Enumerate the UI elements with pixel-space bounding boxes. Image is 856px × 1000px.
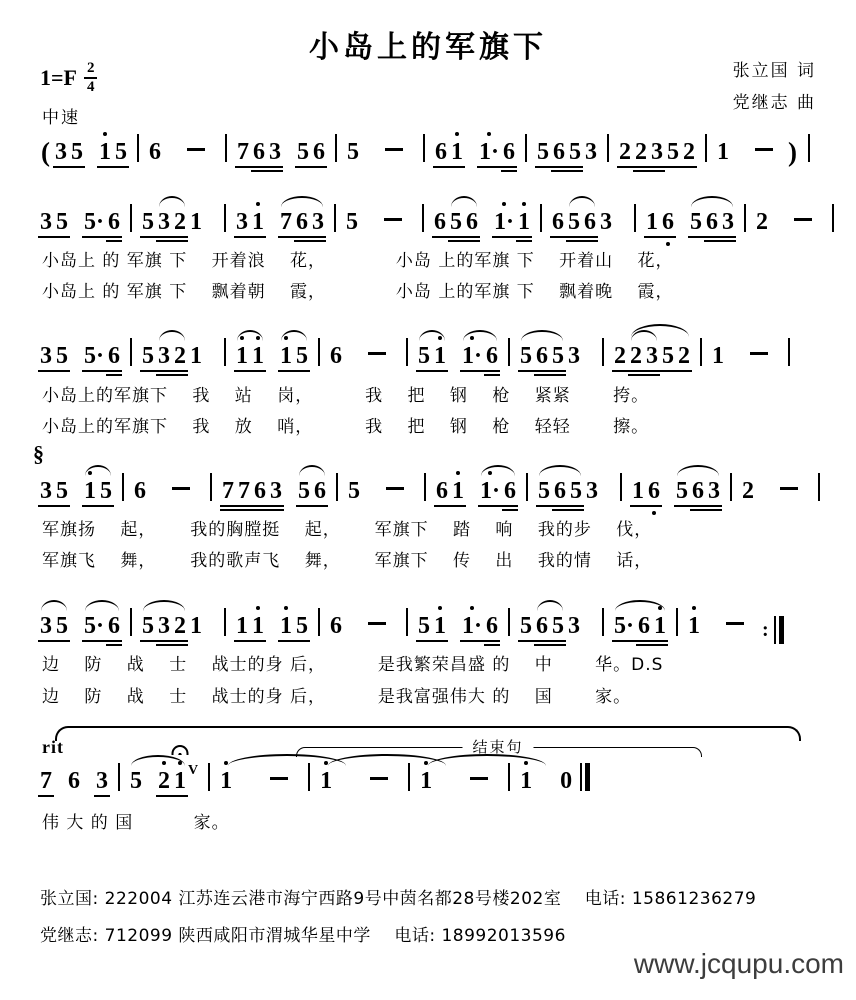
note: 7 (222, 478, 234, 504)
note: 5 (297, 139, 309, 165)
note: 1 (280, 343, 293, 369)
time-signature-numerator: 2 (84, 60, 98, 79)
note: 5· (614, 613, 635, 639)
barline (424, 473, 426, 501)
note: 1 (654, 613, 667, 639)
duration-dash (780, 487, 798, 490)
music-token (580, 763, 582, 791)
barline (137, 134, 139, 162)
note: 2 (756, 209, 769, 235)
note: 5 (142, 613, 155, 639)
note: 1· (480, 478, 501, 504)
note: 6 (536, 343, 549, 369)
slur-arc (478, 477, 518, 505)
note: 3 (270, 478, 282, 504)
note: 1 (518, 209, 531, 235)
note: 1 (418, 767, 434, 795)
slur-arc (688, 208, 736, 236)
note: 5 (56, 478, 68, 504)
barline (130, 204, 132, 232)
note: 5· (84, 613, 105, 639)
note: 5 (569, 139, 582, 165)
lyrics-line-4-verse-2: 军旗飞 舞， 我的歌声飞 舞， 军旗下 传 出 我的情 话， (42, 551, 653, 571)
barline (224, 204, 226, 232)
note: 6 (253, 139, 265, 165)
note: 6 (314, 478, 326, 504)
slur-arc (416, 342, 448, 370)
barline (808, 134, 810, 162)
barline (607, 134, 609, 162)
note: 6 (692, 478, 705, 504)
duration-dash (794, 218, 812, 221)
lyrics-line-5-verse-2: 边 防 战 士 战士的身 后， 是我富强伟大 的 国 家。 (42, 687, 632, 707)
note: 1 (190, 613, 203, 639)
note: 3 (40, 478, 52, 504)
note: 6 (330, 343, 343, 369)
note: 1 (434, 613, 447, 639)
barline (225, 134, 227, 162)
note: 1 (84, 478, 96, 504)
note: 1 (318, 767, 334, 795)
barline (744, 204, 746, 232)
barline (335, 134, 337, 162)
note: 6 (503, 139, 516, 165)
barline (224, 608, 226, 636)
note: 2 (174, 343, 187, 369)
music-token (585, 763, 590, 791)
barline (818, 473, 820, 501)
note: 2 (742, 478, 755, 504)
note: 6 (662, 209, 675, 235)
note: 5 (56, 613, 68, 639)
note: 5 (347, 139, 359, 165)
note: 5· (84, 343, 105, 369)
barline (705, 134, 707, 162)
note: 1 (280, 613, 293, 639)
note: 5 (520, 613, 533, 639)
note: 5 (56, 209, 68, 235)
duration-dash (386, 487, 404, 490)
note: 5 (552, 343, 565, 369)
barline (130, 608, 132, 636)
barline (620, 473, 622, 501)
note: 5 (538, 478, 551, 504)
note: 5 (142, 343, 155, 369)
note: 1 (452, 478, 464, 504)
barline (832, 204, 834, 232)
lyrics-line-2-verse-2: 小岛上 的 军旗 下 飘着朝 霞， 小岛 上的军旗 下 飘着晚 霞， (42, 282, 674, 302)
tempo-marking: 中速 (42, 108, 80, 128)
note: 5 (71, 139, 83, 165)
slur-arc (628, 342, 660, 370)
lyrics-line-4-verse-1: 军旗扬 起， 我的胸膛挺 起， 军旗下 踏 响 我的步 伐， (42, 520, 653, 540)
lyrics-line-3-verse-1: 小岛上的军旗下 我 站 岗， 我 把 钢 枪 紧紧 挎。 (42, 386, 650, 406)
segno-icon: § (33, 441, 44, 466)
slur-arc (448, 208, 480, 236)
duration-dash (172, 487, 190, 490)
slur-arc (566, 208, 598, 236)
note: 2 (635, 139, 648, 165)
note: 6 (108, 209, 121, 235)
slur-arc (234, 342, 266, 370)
duration-dash (368, 622, 386, 625)
note: 5 (667, 139, 680, 165)
duration-dash (384, 218, 402, 221)
slur-arc (278, 342, 310, 370)
note: 5 (570, 478, 583, 504)
slur-arc (128, 767, 188, 795)
note: 1 (252, 343, 265, 369)
note: 5· (84, 209, 105, 235)
music-line-3 (38, 338, 838, 370)
note: 6 (504, 478, 517, 504)
duration-dash (368, 352, 386, 355)
ending-phrase-slur (55, 726, 801, 741)
note: 6 (486, 613, 499, 639)
note: 6 (108, 343, 121, 369)
note: 7 (238, 478, 250, 504)
coda-label: 结束句 (462, 736, 533, 757)
slur-arc (674, 477, 722, 505)
note: 3 (600, 209, 613, 235)
note: 2 (174, 209, 187, 235)
slur-arc (140, 612, 188, 640)
note: 1· (462, 343, 483, 369)
barline (118, 763, 120, 791)
note: 1 (632, 478, 645, 504)
note: 3 (312, 209, 325, 235)
note: 6 (466, 209, 479, 235)
note: 6 (434, 209, 447, 235)
note: 6 (486, 343, 499, 369)
note: 7 (237, 139, 249, 165)
note: 5 (537, 139, 550, 165)
note: 1 (218, 767, 234, 795)
barline (526, 473, 528, 501)
barline (525, 134, 527, 162)
slur-arc (460, 342, 500, 370)
barline (422, 204, 424, 232)
note: 1 (190, 343, 203, 369)
lyrics-line-6: 伟 大 的 国 家。 (42, 813, 230, 833)
barline (730, 473, 732, 501)
note: 5 (142, 209, 155, 235)
barline (308, 763, 310, 791)
note: 5 (690, 209, 703, 235)
note: 3 (158, 613, 171, 639)
note: 6 (68, 768, 80, 794)
note: 3 (158, 209, 171, 235)
music-line-6 (38, 763, 838, 795)
note: 6 (648, 478, 661, 504)
note: 6 (313, 139, 325, 165)
note: 3 (708, 478, 721, 504)
lyrics-line-5-verse-1: 边 防 战 士 战士的身 后， 是我繁荣昌盛 的 中 华。D.S (42, 655, 664, 675)
note: 1 (717, 139, 730, 165)
paren: ) (788, 137, 798, 167)
note: 6 (554, 478, 567, 504)
note: 6 (134, 478, 146, 504)
slur-arc (82, 477, 114, 505)
note: 5 (520, 343, 533, 369)
music-token (774, 616, 776, 644)
note: 5 (296, 613, 309, 639)
note: 3 (568, 343, 581, 369)
note: 1 (451, 139, 463, 165)
barline (602, 608, 604, 636)
barline (406, 338, 408, 366)
note: 5 (418, 613, 431, 639)
duration-dash (370, 777, 388, 780)
slur-arc (82, 612, 122, 640)
note: 6 (330, 613, 343, 639)
barline (334, 204, 336, 232)
barline (676, 608, 678, 636)
repeat-dots: : (762, 619, 769, 641)
note: 5 (450, 209, 463, 235)
note: 6 (552, 209, 565, 235)
note: 7 (280, 209, 293, 235)
note: 3 (40, 343, 52, 369)
key-text: 1=F (40, 65, 77, 91)
note: 3 (586, 478, 599, 504)
note: 5 (298, 478, 310, 504)
note: 3 (722, 209, 735, 235)
slur-arc (612, 612, 668, 640)
note: 5 (348, 478, 360, 504)
note: 5 (418, 343, 431, 369)
note: 5 (296, 343, 309, 369)
duration-dash (470, 777, 488, 780)
slur-arc (156, 342, 188, 370)
note: 5 (552, 613, 565, 639)
note: 7 (40, 768, 52, 794)
note: 2 (174, 613, 187, 639)
duration-dash (755, 148, 773, 151)
duration-dash (187, 148, 205, 151)
note: 5 (346, 209, 359, 235)
barline (508, 338, 510, 366)
slur-arc (38, 612, 70, 640)
site-watermark: www.jcqupu.com (633, 948, 844, 979)
barline (508, 608, 510, 636)
barline (408, 763, 410, 791)
slur-arc (518, 342, 566, 370)
music-line-4 (38, 473, 838, 505)
lyrics-line-3-verse-2: 小岛上的军旗下 我 放 哨， 我 把 钢 枪 轻轻 擦。 (42, 417, 650, 437)
duration-dash (385, 148, 403, 151)
note: 0 (560, 768, 573, 794)
barline (634, 204, 636, 232)
note: 5 (568, 209, 581, 235)
barline (210, 473, 212, 501)
note: 2 (630, 343, 643, 369)
rit-marking: rit (42, 737, 64, 757)
note: 1 (688, 613, 701, 639)
barline (406, 608, 408, 636)
lyricist-credit: 张立国 词 (732, 61, 816, 81)
slur-arc (536, 477, 584, 505)
lyrics-line-2-verse-1: 小岛上 的 军旗 下 开着浪 花， 小岛 上的军旗 下 开着山 花， (42, 251, 674, 271)
note: 2 (614, 343, 627, 369)
note: 3 (651, 139, 664, 165)
duration-dash (750, 352, 768, 355)
barline (336, 473, 338, 501)
note: 6 (254, 478, 266, 504)
note: 1 (712, 343, 725, 369)
repeat-barline (762, 616, 784, 644)
note: 3 (585, 139, 598, 165)
note: 6 (584, 209, 597, 235)
note: 6 (149, 139, 161, 165)
time-signature (84, 60, 98, 97)
note: 3 (269, 139, 281, 165)
note: 6 (436, 478, 448, 504)
note: 3 (158, 343, 171, 369)
slur-arc (534, 612, 566, 640)
barline (602, 338, 604, 366)
note: 1 (520, 768, 533, 794)
note: 5 (130, 768, 142, 794)
note: 2 (683, 139, 696, 165)
note: 3 (96, 768, 108, 794)
note: 1 (252, 613, 265, 639)
note: 6 (553, 139, 566, 165)
note: 6 (296, 209, 309, 235)
footer-contact-2: 党继志: 712099 陕西咸阳市渭城华星中学 电话: 18992013596 (40, 926, 566, 946)
note: 5 (115, 139, 127, 165)
note: 6 (536, 613, 549, 639)
note: 5 (56, 343, 68, 369)
duration-dash (270, 777, 288, 780)
key-signature (40, 60, 97, 97)
note: 3 (40, 613, 52, 639)
music-line-1 (38, 134, 838, 168)
note: 6 (108, 613, 121, 639)
barline (540, 204, 542, 232)
music-token (779, 616, 784, 644)
note: 1 (434, 343, 447, 369)
note: 3 (568, 613, 581, 639)
barline (423, 134, 425, 162)
note: 2 (619, 139, 632, 165)
note: 3 (646, 343, 659, 369)
composer-credit: 党继志 曲 (732, 93, 816, 113)
barline (208, 763, 210, 791)
note: 1 (236, 613, 249, 639)
note: 3 (55, 139, 67, 165)
slur-arc (628, 342, 692, 370)
music-line-5 (38, 608, 838, 644)
music-line-2 (38, 204, 838, 236)
note: 1 (174, 768, 186, 794)
slur-arc (296, 477, 328, 505)
note: 6 (706, 209, 719, 235)
barline (122, 473, 124, 501)
note: 3 (40, 209, 52, 235)
barline (130, 338, 132, 366)
note: 1 (236, 343, 249, 369)
note: 1 (646, 209, 659, 235)
barline (318, 338, 320, 366)
slur-arc (278, 208, 326, 236)
barline (224, 338, 226, 366)
note: 5 (662, 343, 675, 369)
note: 1· (462, 613, 483, 639)
barline (700, 338, 702, 366)
note: 2 (158, 768, 170, 794)
slur-arc (156, 208, 188, 236)
note: 1· (494, 209, 515, 235)
page-title: 小岛上的军旗下 (309, 30, 547, 65)
time-signature-denominator: 4 (86, 79, 95, 96)
footer-contact-1: 张立国: 222004 江苏连云港市海宁西路9号中茵名都28号楼202室 电话: 15861236279 (40, 889, 757, 909)
final-barline (580, 763, 590, 791)
note: 1 (99, 139, 111, 165)
note: 1 (252, 209, 265, 235)
barline (788, 338, 790, 366)
note: 5 (676, 478, 689, 504)
note: 5 (100, 478, 112, 504)
barline (508, 763, 510, 791)
note: 6 (435, 139, 447, 165)
note: 3 (236, 209, 249, 235)
barline (318, 608, 320, 636)
duration-dash (726, 622, 744, 625)
note: 1 (190, 209, 203, 235)
note: 2 (678, 343, 691, 369)
paren: ( (41, 137, 50, 167)
note: 6 (638, 613, 651, 639)
note: 1· (479, 139, 500, 165)
breath-mark: V (188, 763, 199, 778)
